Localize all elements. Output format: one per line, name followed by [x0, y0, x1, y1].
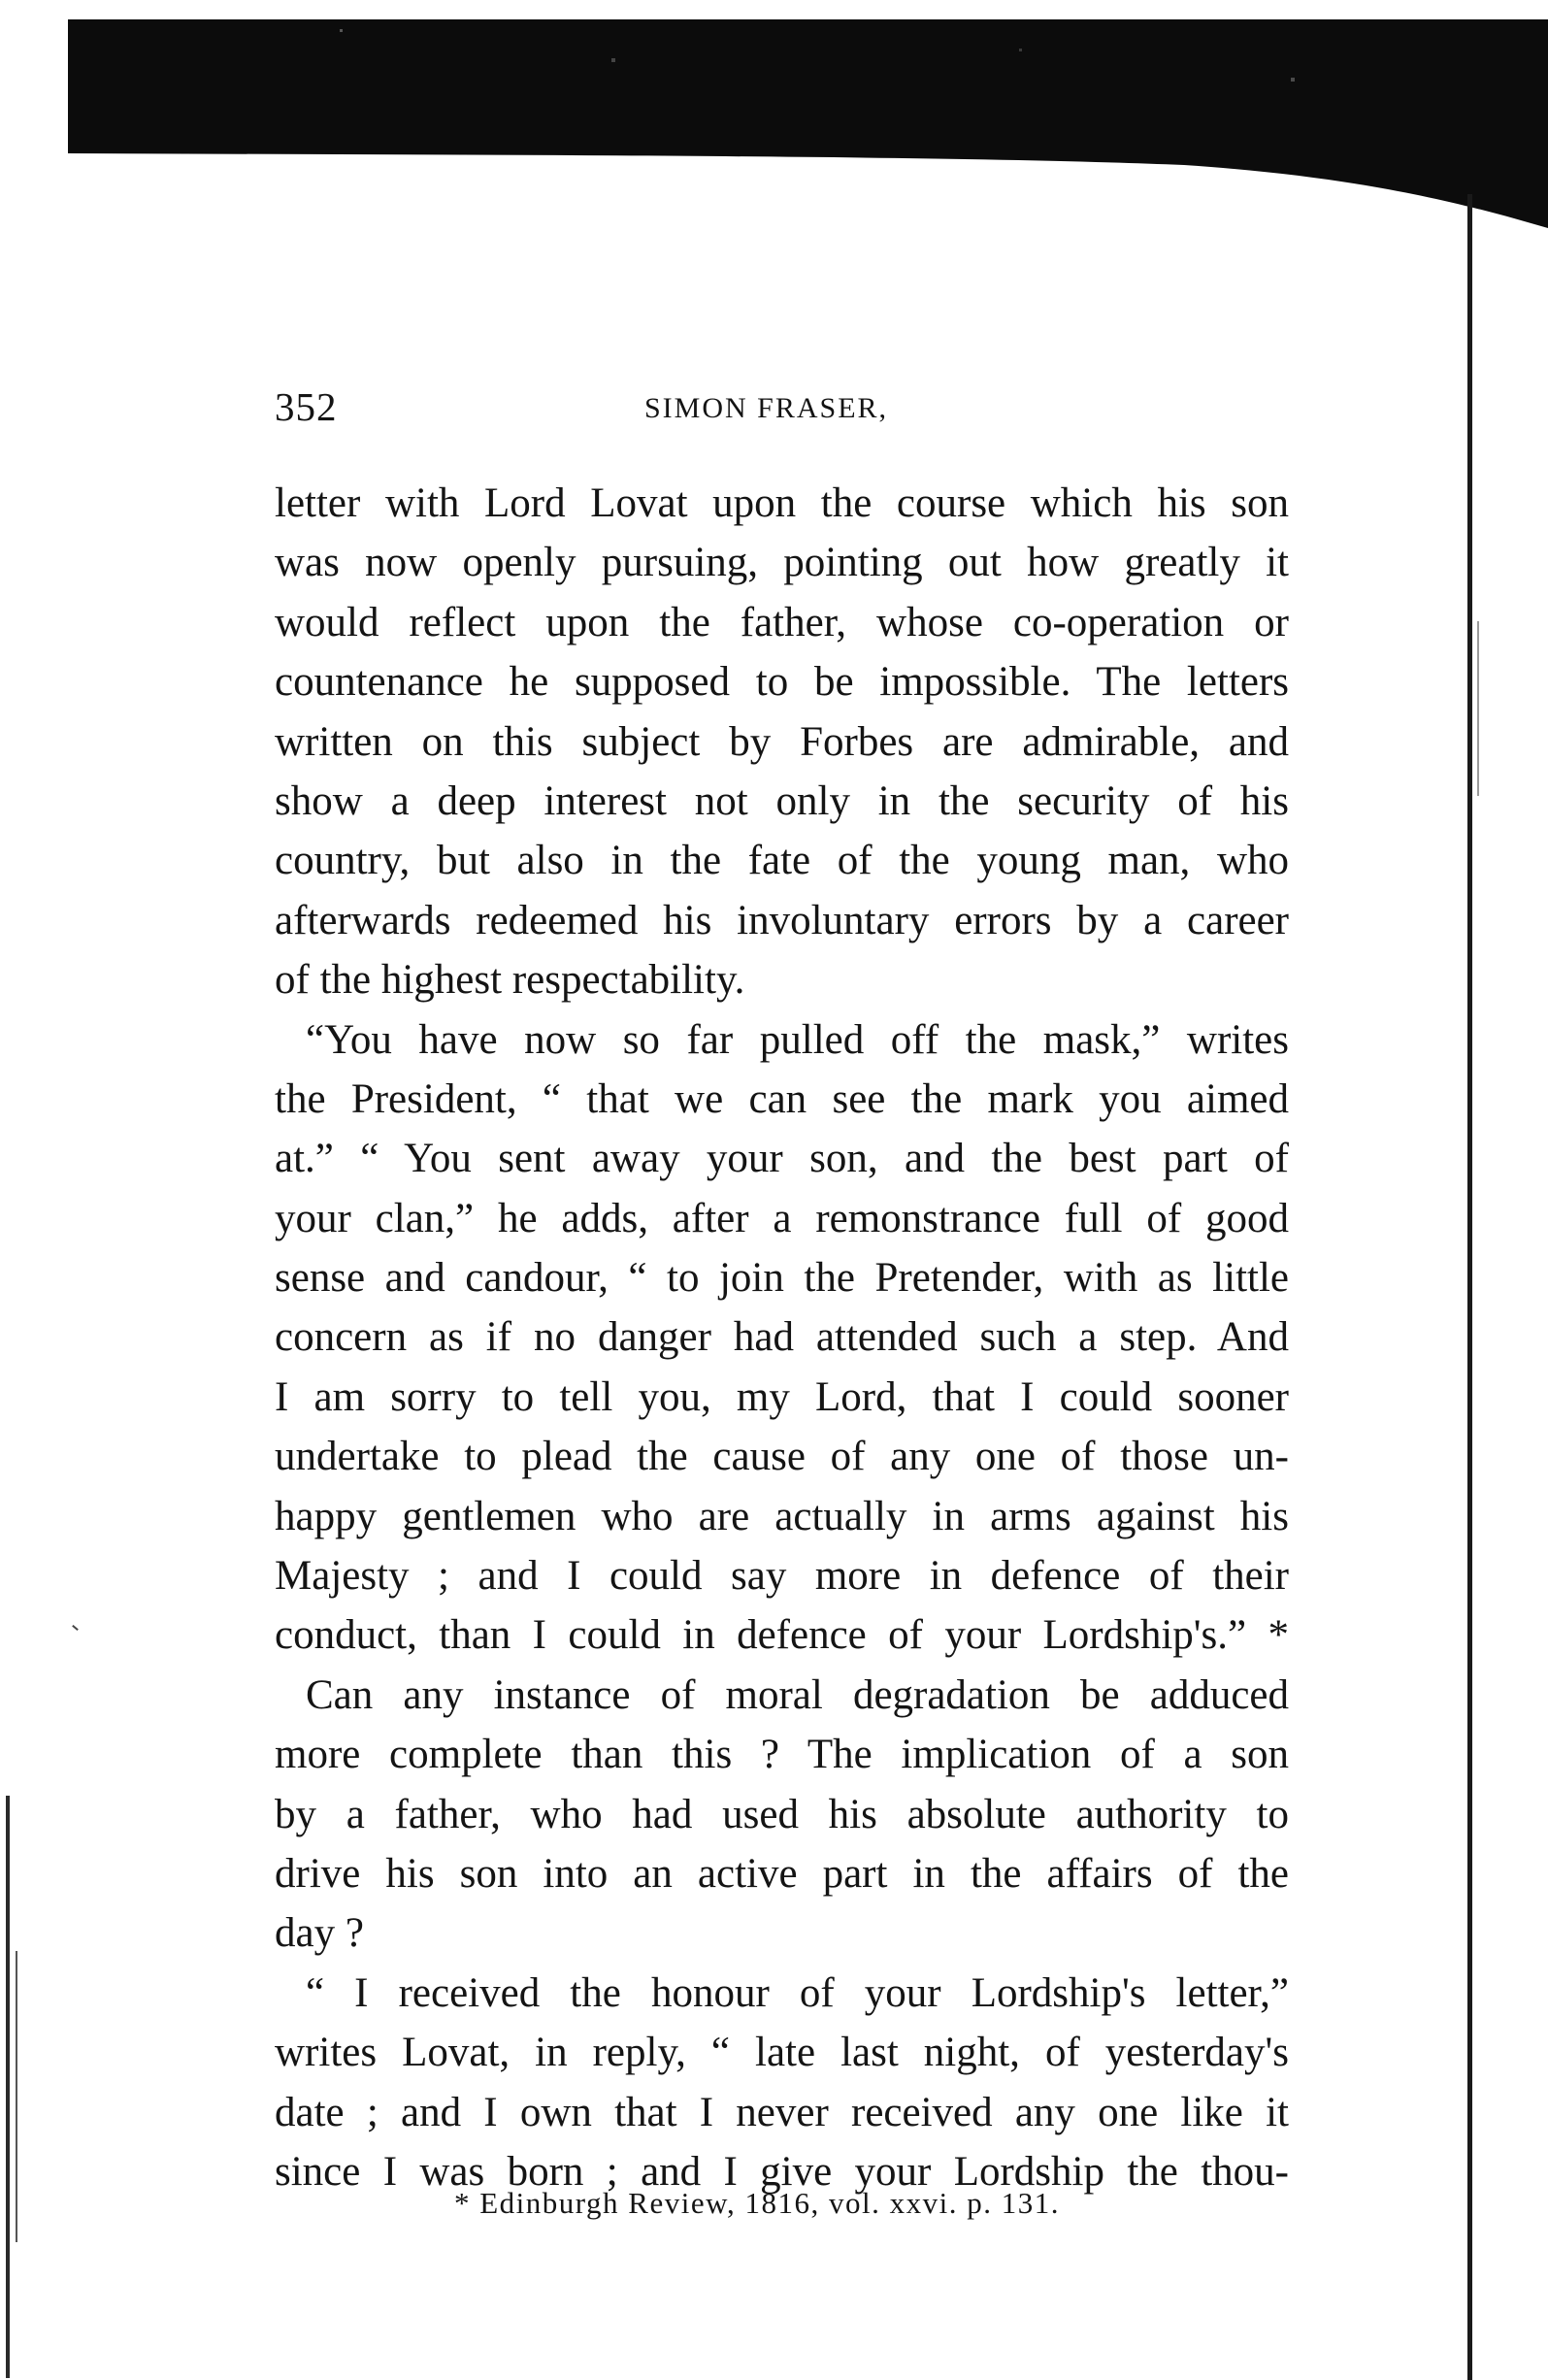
- scan-left-edge: [6, 1796, 10, 2378]
- text-line: writes Lovat, in reply, “ late last night, of yesterday's: [275, 2030, 1289, 2076]
- text-line: I am sorry to tell you, my Lord, that I could sooner: [275, 1373, 1289, 1420]
- text-line: concern as if no danger had attended such a step. And: [275, 1314, 1289, 1361]
- text-line: day ?: [275, 1910, 364, 1957]
- text-line: letter with Lord Lovat upon the course which his son: [275, 480, 1289, 526]
- footnote: * Edinburgh Review, 1816, vol. xxvi. p. 131.: [454, 2186, 1060, 2220]
- text-line: “You have now so far pulled off the mask,” writes: [306, 1016, 1289, 1063]
- text-line: the President, “ that we can see the mark you aimed: [275, 1075, 1289, 1122]
- running-head: SIMON FRASER,: [644, 392, 889, 424]
- text-line: since I was born ; and I give your Lordship the thou-: [275, 2148, 1289, 2195]
- text-line: undertake to plead the cause of any one of those un-: [275, 1434, 1289, 1480]
- page-header: [275, 383, 1284, 432]
- text-line: Majesty ; and I could say more in defence of their: [275, 1553, 1289, 1600]
- text-line: was now openly pursuing, pointing out how greatly it: [275, 540, 1289, 586]
- text-line: “ I received the honour of your Lordship's letter,”: [306, 1969, 1289, 2016]
- text-line: happy gentlemen who are actually in arms against his: [275, 1493, 1289, 1539]
- text-line: show a deep interest not only in the security of his: [275, 777, 1289, 824]
- text-line: afterwards redeemed his involuntary errors by a career: [275, 897, 1289, 943]
- text-line: your clan,” he adds, after a remonstrance full of good: [275, 1195, 1289, 1241]
- text-line: Can any instance of moral degradation be adduced: [306, 1671, 1289, 1718]
- text-line: of the highest respectability.: [275, 957, 745, 1004]
- page-number: 352: [275, 384, 338, 429]
- text-line: date ; and I own that I never received any one like it: [275, 2089, 1289, 2135]
- text-line: by a father, who had used his absolute authority to: [275, 1791, 1289, 1837]
- text-line: at.” “ You sent away your son, and the best part of: [275, 1136, 1289, 1182]
- text-line: sense and candour, “ to join the Pretender, with as little: [275, 1255, 1289, 1302]
- text-line: countenance he supposed to be impossible. The letters: [275, 659, 1289, 706]
- text-line: conduct, than I could in defence of your Lordship's.” *: [275, 1612, 1289, 1659]
- text-line: drive his son into an active part in the affairs of the: [275, 1850, 1289, 1897]
- scan-right-edge-faint: [1477, 621, 1479, 796]
- scan-shadow-band: [68, 19, 1548, 228]
- text-line: more complete than this ? The implication of a son: [275, 1732, 1289, 1778]
- text-line: would reflect upon the father, whose co-operation or: [275, 599, 1289, 645]
- scan-left-edge-thin: [16, 1951, 17, 2242]
- text-line: country, but also in the fate of the young man, who: [275, 838, 1289, 884]
- text-line: written on this subject by Forbes are admirable, and: [275, 718, 1289, 765]
- scan-right-edge: [1467, 194, 1472, 2380]
- stray-mark: [72, 1625, 79, 1631]
- body-text: [275, 474, 1289, 2201]
